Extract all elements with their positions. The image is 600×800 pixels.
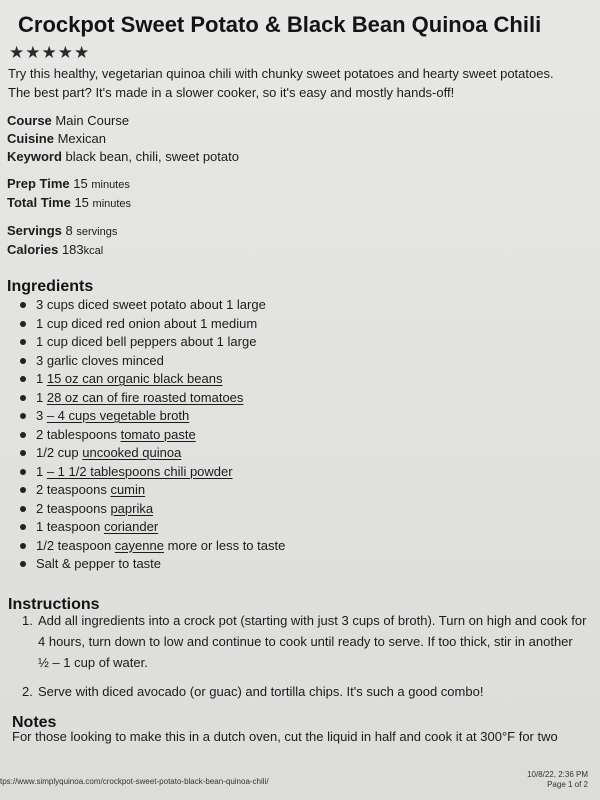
star-icon: ★ — [41, 43, 57, 62]
ingredient-text: 2 teaspoons — [36, 500, 111, 516]
bullet-icon — [20, 395, 26, 401]
ingredient-text: Salt & pepper to taste — [36, 556, 162, 571]
meta-cuisine — [7, 130, 106, 148]
instruction-step — [22, 681, 587, 702]
star-icon: ★ — [25, 43, 41, 62]
meta-keyword — [7, 148, 239, 166]
total-label: Total Time — [7, 195, 71, 210]
bullet-icon — [20, 302, 26, 308]
calories-unit: kcal — [83, 245, 104, 257]
ingredient-item — [20, 352, 285, 371]
ingredient-link[interactable]: coriander — [103, 519, 159, 534]
ingredient-text: 1 — [36, 463, 47, 479]
calories-label: Calories — [7, 242, 59, 257]
meta-course — [7, 112, 129, 130]
bullet-icon — [20, 376, 26, 382]
ingredient-text: 1/2 cup — [36, 445, 83, 460]
step-number: 1. — [22, 613, 33, 628]
instruction-step — [22, 610, 587, 673]
ingredient-text: 3 — [36, 408, 47, 423]
footer-datetime: 10/8/22, 2:36 PM — [527, 770, 588, 779]
bullet-icon — [20, 543, 26, 549]
ingredient-link[interactable]: tomato paste — [120, 426, 196, 442]
step-number: 2. — [22, 684, 33, 699]
ingredient-link[interactable]: – 4 cups vegetable broth — [46, 408, 190, 423]
calories-value: 183 — [61, 242, 84, 257]
recipe-title: Crockpot Sweet Potato & Black Bean Quinoa Chili — [18, 12, 542, 37]
bullet-icon — [20, 413, 26, 419]
ingredient-link[interactable]: uncooked quinoa — [82, 445, 182, 460]
ingredients-heading: Ingredients — [7, 278, 94, 295]
ingredient-text: 1 teaspoon — [36, 519, 104, 534]
keyword-label: Keyword — [7, 149, 62, 164]
ingredient-text: 2 teaspoons — [36, 482, 111, 497]
bullet-icon — [20, 432, 26, 438]
star-icon: ★ — [9, 43, 25, 62]
ingredient-item — [20, 426, 285, 445]
meta-servings — [7, 222, 117, 241]
bullet-icon — [20, 469, 26, 475]
prep-value: 15 — [73, 176, 88, 191]
ingredient-item — [20, 315, 285, 334]
ingredient-text: 3 garlic cloves minced — [36, 352, 164, 368]
step-text: Add all ingredients into a crock pot (starting with just 3 cups of broth). Turn on high and cook for 4 hours, turn down to low and continue to cook until ready to serve. If too thick, stir in another ½ – 1 cup of water. — [38, 613, 587, 670]
ingredient-link[interactable]: paprika — [110, 500, 154, 516]
ingredient-text: 1/2 teaspoon — [36, 537, 115, 553]
bullet-icon — [20, 358, 26, 364]
ingredient-link[interactable]: – 1 1/2 tablespoons chili powder — [46, 463, 233, 479]
bullet-icon — [20, 450, 26, 456]
ingredient-item — [20, 481, 285, 500]
ingredient-item — [20, 555, 285, 574]
notes-text: For those looking to make this in a dutch oven, cut the liquid in half and cook it at 300°F for two — [12, 729, 558, 744]
ingredient-item — [20, 407, 285, 426]
bullet-icon — [20, 506, 26, 512]
bullet-icon — [20, 524, 26, 530]
ingredient-text: 1 — [36, 371, 47, 386]
ingredient-item — [20, 518, 285, 537]
bullet-icon — [20, 321, 26, 327]
step-text: Serve with diced avocado (or guac) and tortilla chips. It's such a good combo! — [38, 684, 484, 699]
ingredient-link[interactable]: 15 oz can organic black beans — [46, 371, 223, 386]
meta-total-time — [7, 194, 131, 213]
keyword-value: black bean, chili, sweet potato — [65, 149, 239, 164]
star-icon: ★ — [57, 43, 73, 62]
ingredient-item — [20, 333, 285, 352]
ingredient-link[interactable]: cumin — [110, 482, 146, 497]
prep-unit: minutes — [91, 179, 130, 191]
intro-line-1: Try this healthy, vegetarian quinoa chili with chunky sweet potatoes and hearty sweet potatoes. — [8, 66, 554, 81]
ingredients-list — [20, 296, 285, 574]
ingredient-item — [20, 296, 285, 315]
ingredient-item — [20, 370, 285, 389]
footer-url: tps://www.simplyquinoa.com/crockpot-sweet-potato-black-bean-quinoa-chili/ — [0, 777, 269, 786]
ingredient-item — [20, 389, 285, 408]
ingredient-item — [20, 463, 285, 482]
course-value: Main Course — [55, 113, 130, 128]
ingredient-text: 1 cup diced bell peppers about 1 large — [36, 334, 257, 349]
prep-label: Prep Time — [7, 176, 70, 191]
ingredient-item — [20, 537, 285, 556]
notes-heading: Notes — [12, 714, 57, 731]
servings-value: 8 — [65, 223, 73, 238]
servings-unit: servings — [76, 226, 118, 238]
footer-page-info — [527, 770, 588, 790]
cuisine-label: Cuisine — [7, 131, 54, 146]
course-label: Course — [7, 113, 52, 128]
instructions-list — [22, 610, 587, 710]
footer-page-number: Page 1 of 2 — [547, 780, 588, 789]
recipe-intro — [8, 64, 583, 102]
cuisine-value: Mexican — [57, 131, 107, 146]
bullet-icon — [20, 487, 26, 493]
ingredient-text: 1 — [36, 389, 47, 405]
ingredient-item — [20, 500, 285, 519]
ingredient-text: 1 cup diced red onion about 1 medium — [36, 315, 258, 331]
total-value: 15 — [74, 195, 89, 210]
ingredient-link[interactable]: 28 oz can of fire roasted tomatoes — [46, 389, 244, 405]
total-unit: minutes — [92, 198, 132, 210]
meta-calories — [7, 241, 103, 260]
bullet-icon — [20, 339, 26, 345]
ingredient-note: more or less to taste — [163, 537, 286, 553]
intro-line-2: The best part? It's made in a slower cooker, so it's easy and mostly hands-off! — [8, 85, 455, 100]
instructions-heading: Instructions — [8, 596, 100, 613]
bullet-icon — [20, 561, 26, 567]
ingredient-item — [20, 444, 285, 463]
servings-label: Servings — [7, 223, 62, 238]
ingredient-link[interactable]: cayenne — [114, 537, 164, 553]
meta-prep-time — [7, 175, 130, 194]
star-icon: ★ — [74, 43, 90, 62]
ingredient-text: 2 tablespoons — [36, 426, 121, 442]
star-rating — [9, 44, 89, 62]
ingredient-text: 3 cups diced sweet potato about 1 large — [36, 297, 266, 312]
